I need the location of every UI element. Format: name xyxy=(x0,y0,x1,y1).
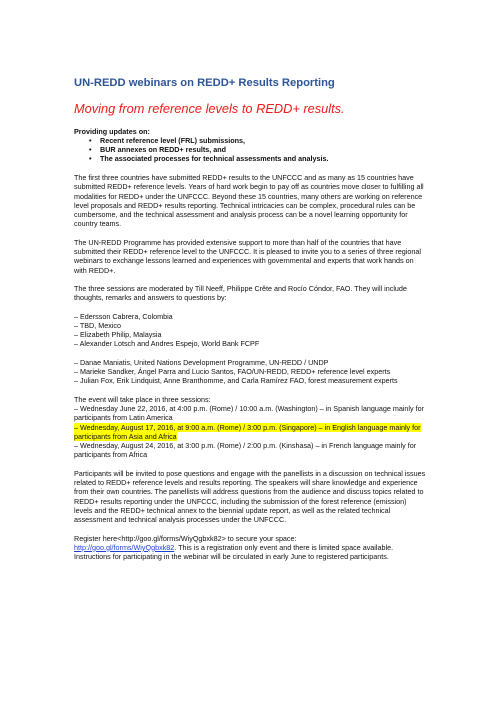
paragraph-intro: The first three countries have submitted REDD+ results to the UNFCCC and as many as 15 countries have submitted REDD+ reference levels. Years of hard work begin to pay off as countries move closer to fulfilling all modalities for REDD+ under the UNFCCC. Beyond these 15 countries, many others are working on reference level proposals and REDD+ results reporting. Technical intricacies can be complex, procedural rules can be cumbersome, and the technical assessment and analysis process can be a novel learning opportunity for country teams. xyxy=(74,173,424,229)
list-item: • Recent reference level (FRL) submissions, xyxy=(100,136,426,145)
speaker-line: – Julian Fox, Erik Lindquist, Anne Branthomme, and Carla Ramírez FAO, forest measurement experts xyxy=(74,376,398,386)
speaker-line: – Danae Maniatis, United Nations Development Programme, UN-REDD / UNDP xyxy=(74,357,329,367)
register-link[interactable]: http://goo.gl/forms/WiyQgbxk82 xyxy=(74,542,175,552)
updates-list xyxy=(74,136,426,163)
session-english xyxy=(74,423,426,442)
register-note: . This is a registration only event and there is limited space available. Instructions for participating in the webinar will be circulated in early June to registered participants. xyxy=(74,542,394,562)
document-subtitle: Moving from reference levels to REDD+ results. xyxy=(74,101,345,116)
session-spanish: – Wednesday June 22, 2016, at 4:00 p.m. (Rome) / 10:00 a.m. (Washington) – in Spanish language mainly for participants from Latin America xyxy=(74,403,424,423)
paragraph-register xyxy=(74,534,426,562)
register-text: Register here<http://goo.gl/forms/WiyQgbxk82> to secure your space: xyxy=(74,533,297,543)
list-item: • The associated processes for technical assessments and analysis. xyxy=(100,154,426,163)
paragraph-moderators: The three sessions are moderated by Till Neeff, Philippe Crête and Rocío Cóndor, FAO. They will include thoughts, remarks and answers to questions by: xyxy=(74,283,407,303)
session-english-highlight: – Wednesday, August 17, 2016, at 9:00 a.m. (Rome) / 3:00 p.m. (Singapore) – in English language mainly for participants from Asia and Africa xyxy=(74,422,421,441)
document-title: UN-REDD webinars on REDD+ Results Reporting xyxy=(74,77,335,89)
speakers-group-1 xyxy=(74,312,426,349)
list-item: • BUR annexes on REDD+ results, and xyxy=(100,145,426,154)
sessions-intro: The event will take place in three sessions: xyxy=(74,394,211,404)
paragraph-participants: Participants will be invited to pose questions and engage with the panellists in a discussion on technical issues related to REDD+ reference levels and results reporting. The speakers will share knowledge and experience from their own countries. The panellists will address questions from the audience and discuss topics related to REDD+ results reporting under the UNFCCC, including the submission of the forest reference (emission) levels and the REDD+ technical annex to the biennial update report, as well as the related technical assessment and technical analysis processes under the UNFCCC. xyxy=(74,468,426,525)
speaker-line: – Marieke Sandker, Ángel Parra and Lucio Santos, FAO/UN-REDD, REDD+ reference level experts xyxy=(74,367,391,377)
speaker-line: – Alexander Lotsch and Andres Espejo, World Bank FCPF xyxy=(74,339,260,349)
speakers-group-2 xyxy=(74,358,426,386)
paragraph-programme: The UN-REDD Programme has provided extensive support to more than half of the countries that have submitted their REDD+ reference level to the UNFCCC. It is pleased to invite you to a series of three regional webinars to exchange lessons learned and experiences with governmental and experts that work hands on with REDD+. xyxy=(74,237,421,275)
updates-lead: Providing updates on: xyxy=(74,127,150,136)
session-french: – Wednesday, August 24, 2016, at 3:00 p.m. (Rome) / 2:00 p.m. (Kinshasa) – in French language mainly for participants from Africa xyxy=(74,441,417,460)
speaker-line: – Elizabeth Philip, Malaysia xyxy=(74,330,162,340)
speaker-line: – Edersson Cabrera, Colombia xyxy=(74,311,173,321)
speaker-line: – TBD, Mexico xyxy=(74,320,121,330)
sessions-block xyxy=(74,395,426,460)
